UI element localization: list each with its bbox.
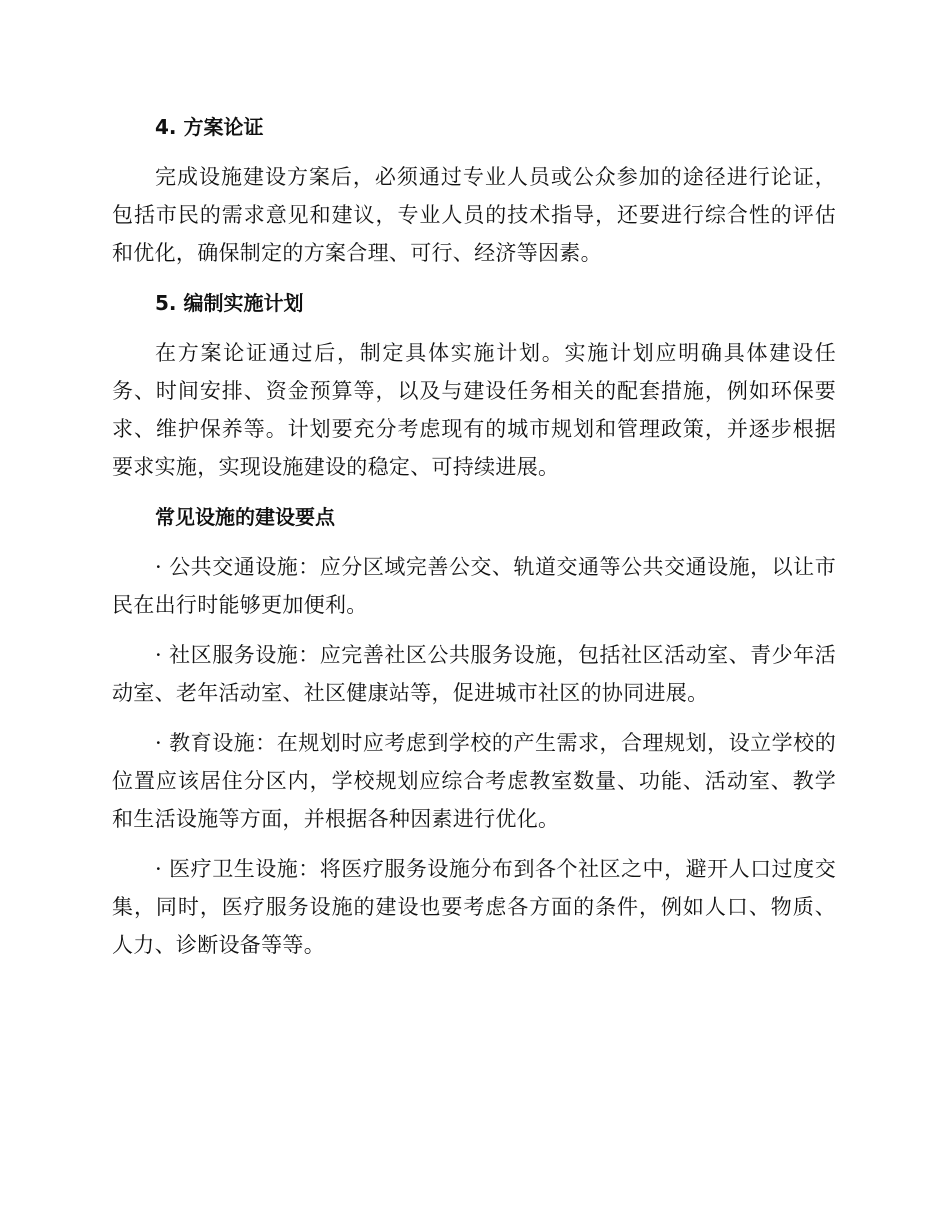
body-paragraph: 在方案论证通过后，制定具体实施计划。实施计划应明确具体建设任务、时间安排、资金预算等，以及与建设任务相关的配套措施，例如环保要求、维护保养等。计划要充分考虑现有的城市规划和管理政策，并逐步根据要求实施，实现设施建设的稳定、可持续进展。 (112, 341, 836, 479)
bullet-paragraph: · 公共交通设施：应分区域完善公交、轨道交通等公共交通设施，以让市民在出行时能够更加便利。 (112, 555, 836, 617)
bullet-paragraph: · 教育设施：在规划时应考虑到学校的产生需求，合理规划，设立学校的位置应该居住分区内，学校规划应综合考虑教室数量、功能、活动室、教学和生活设施等方面，并根据各种因素进行优化。 (112, 731, 836, 831)
body-paragraph: 完成设施建设方案后，必须通过专业人员或公众参加的途径进行论证，包括市民的需求意见和建议，专业人员的技术指导，还要进行综合性的评估和优化，确保制定的方案合理、可行、经济等因素。 (112, 165, 836, 265)
section-heading: 4. 方案论证 (155, 115, 264, 139)
bullet-paragraph: · 社区服务设施：应完善社区公共服务设施，包括社区活动室、青少年活动室、老年活动室、社区健康站等，促进城市社区的协同进展。 (112, 643, 836, 705)
section-heading: 5. 编制实施计划 (155, 291, 304, 315)
document-page (112, 108, 836, 964)
section-heading: 常见设施的建设要点 (155, 505, 335, 529)
bullet-paragraph: · 医疗卫生设施：将医疗服务设施分布到各个社区之中，避开人口过度交集，同时，医疗服务设施的建设也要考虑各方面的条件，例如人口、物质、人力、诊断设备等等。 (112, 857, 836, 957)
